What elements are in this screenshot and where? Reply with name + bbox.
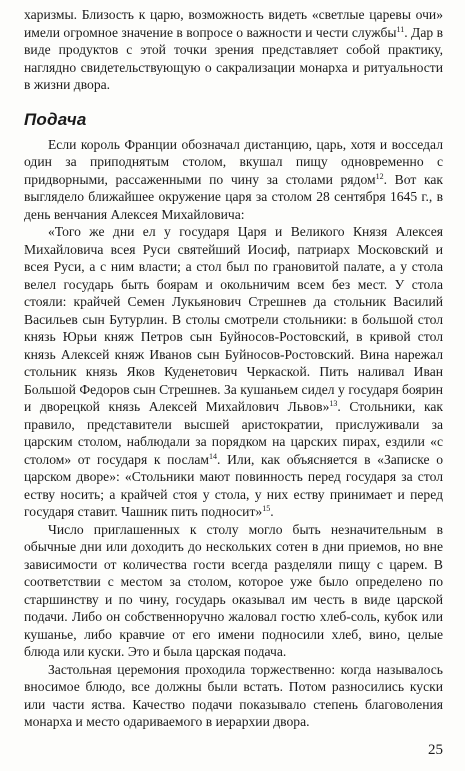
paragraph-3-text: «Того же дни ел у государя Царя и Великого Князя Алексея Михайловича всея Руси святейший Иосиф, патриарх Московский и всея Руси, а с ним власти; а стол был по грановитой палате, а у стола велел государь быть боярам и окольничим всем без мест. У стола стояли: крайчей Семен Лукьянович Стрешнев да стольник Василий Васильев сын Бутурлин. В столы смотрели стольники: в большой стол князь Юрьи княж Петров сын Буйносов-Ростовский, в кривой стол князь Алексей княж Иванов сын Буйносов-Ростовский. Вина нарежал стольник князь Яков Куденетович Черкаской. Пить наливал Иван Большой Федоров сын Стрешнев. За кушаньем сидел у государя боярин и дворецкой князь Алексей Михайлович Львов»	[24, 224, 443, 414]
section-heading: Подача	[24, 109, 87, 129]
paragraph-1-text: харизмы. Близость к царю, возможность видеть «светлые царевы очи» имели огромное значение в вопросе о важности и чести службы	[24, 7, 443, 40]
paragraph-4: Число приглашенных к столу могло быть незначительным в обычные дни или доходить до нескольких сотен в дни приемов, но вне зависимости от количества гости всегда разделяли пищу с царем. В соответствии с местом за столом, которое уже было определено по старшинству и по чину, государь оказывал им честь в виде царской подачи. Либо он собственноручно жаловал гостю хлеб-соль, кубок или кушанье, либо кравчие от его имени подносили хлеб, вино, целые блюда или куски. Это и была царская подача.	[24, 521, 443, 659]
paragraph-3-quote	[24, 223, 443, 521]
paragraph-3-text-mid: . Стольники, как правило, представители высшей аристократии, прислуживали за царским столом, наблюдали за порядком на царских пирах, ездили «с столом» от государя к послам	[24, 399, 443, 467]
paragraph-1-text-end: . Дар в виде продуктов с этой точки зрения представляет собой практику, наглядно свидетельствующую о сакрализации монарха и ритуальности в жизни двора.	[24, 24, 443, 92]
paragraph-3-tail: .	[270, 504, 274, 519]
paragraph-2-text-end: . Вот как выглядело ближайшее окружение царя за столом 28 сентября 1645 г., в день венчания Алексея Михайловича:	[24, 171, 444, 222]
footnote-ref-11: 11	[396, 24, 405, 34]
paragraph-1	[24, 6, 443, 94]
page-number: 25	[428, 742, 443, 758]
paragraph-2	[24, 136, 443, 224]
footnote-ref-13: 13	[329, 399, 338, 408]
paragraph-3-text-end: . Или, как объясняется в «Записке о царском дворе»: «Стольники мают повинность перед государя за стол еству носить; а крайчей стоя у стола, у них еству принимает и перед государя ставит. Чашник пить подносит»	[24, 451, 443, 519]
footnote-ref-15: 15	[262, 504, 271, 513]
footnote-ref-14: 14	[209, 451, 218, 461]
paragraph-5: Застольная церемония проходила торжественно: когда называлось вносимое блюдо, все должны были встать. Потом разносились куски или части яства. Качество подачи показывало степень благоволения монарха и место одариваемого в иерархии двора.	[24, 661, 443, 729]
footnote-ref-12: 12	[375, 171, 384, 181]
paragraph-2-text: Если король Франции обозначал дистанцию, царь, хотя и восседал один за приподнятым столом, вкушал пищу одновременно с придворными, рассаженными по чину за столами рядом	[24, 136, 443, 187]
